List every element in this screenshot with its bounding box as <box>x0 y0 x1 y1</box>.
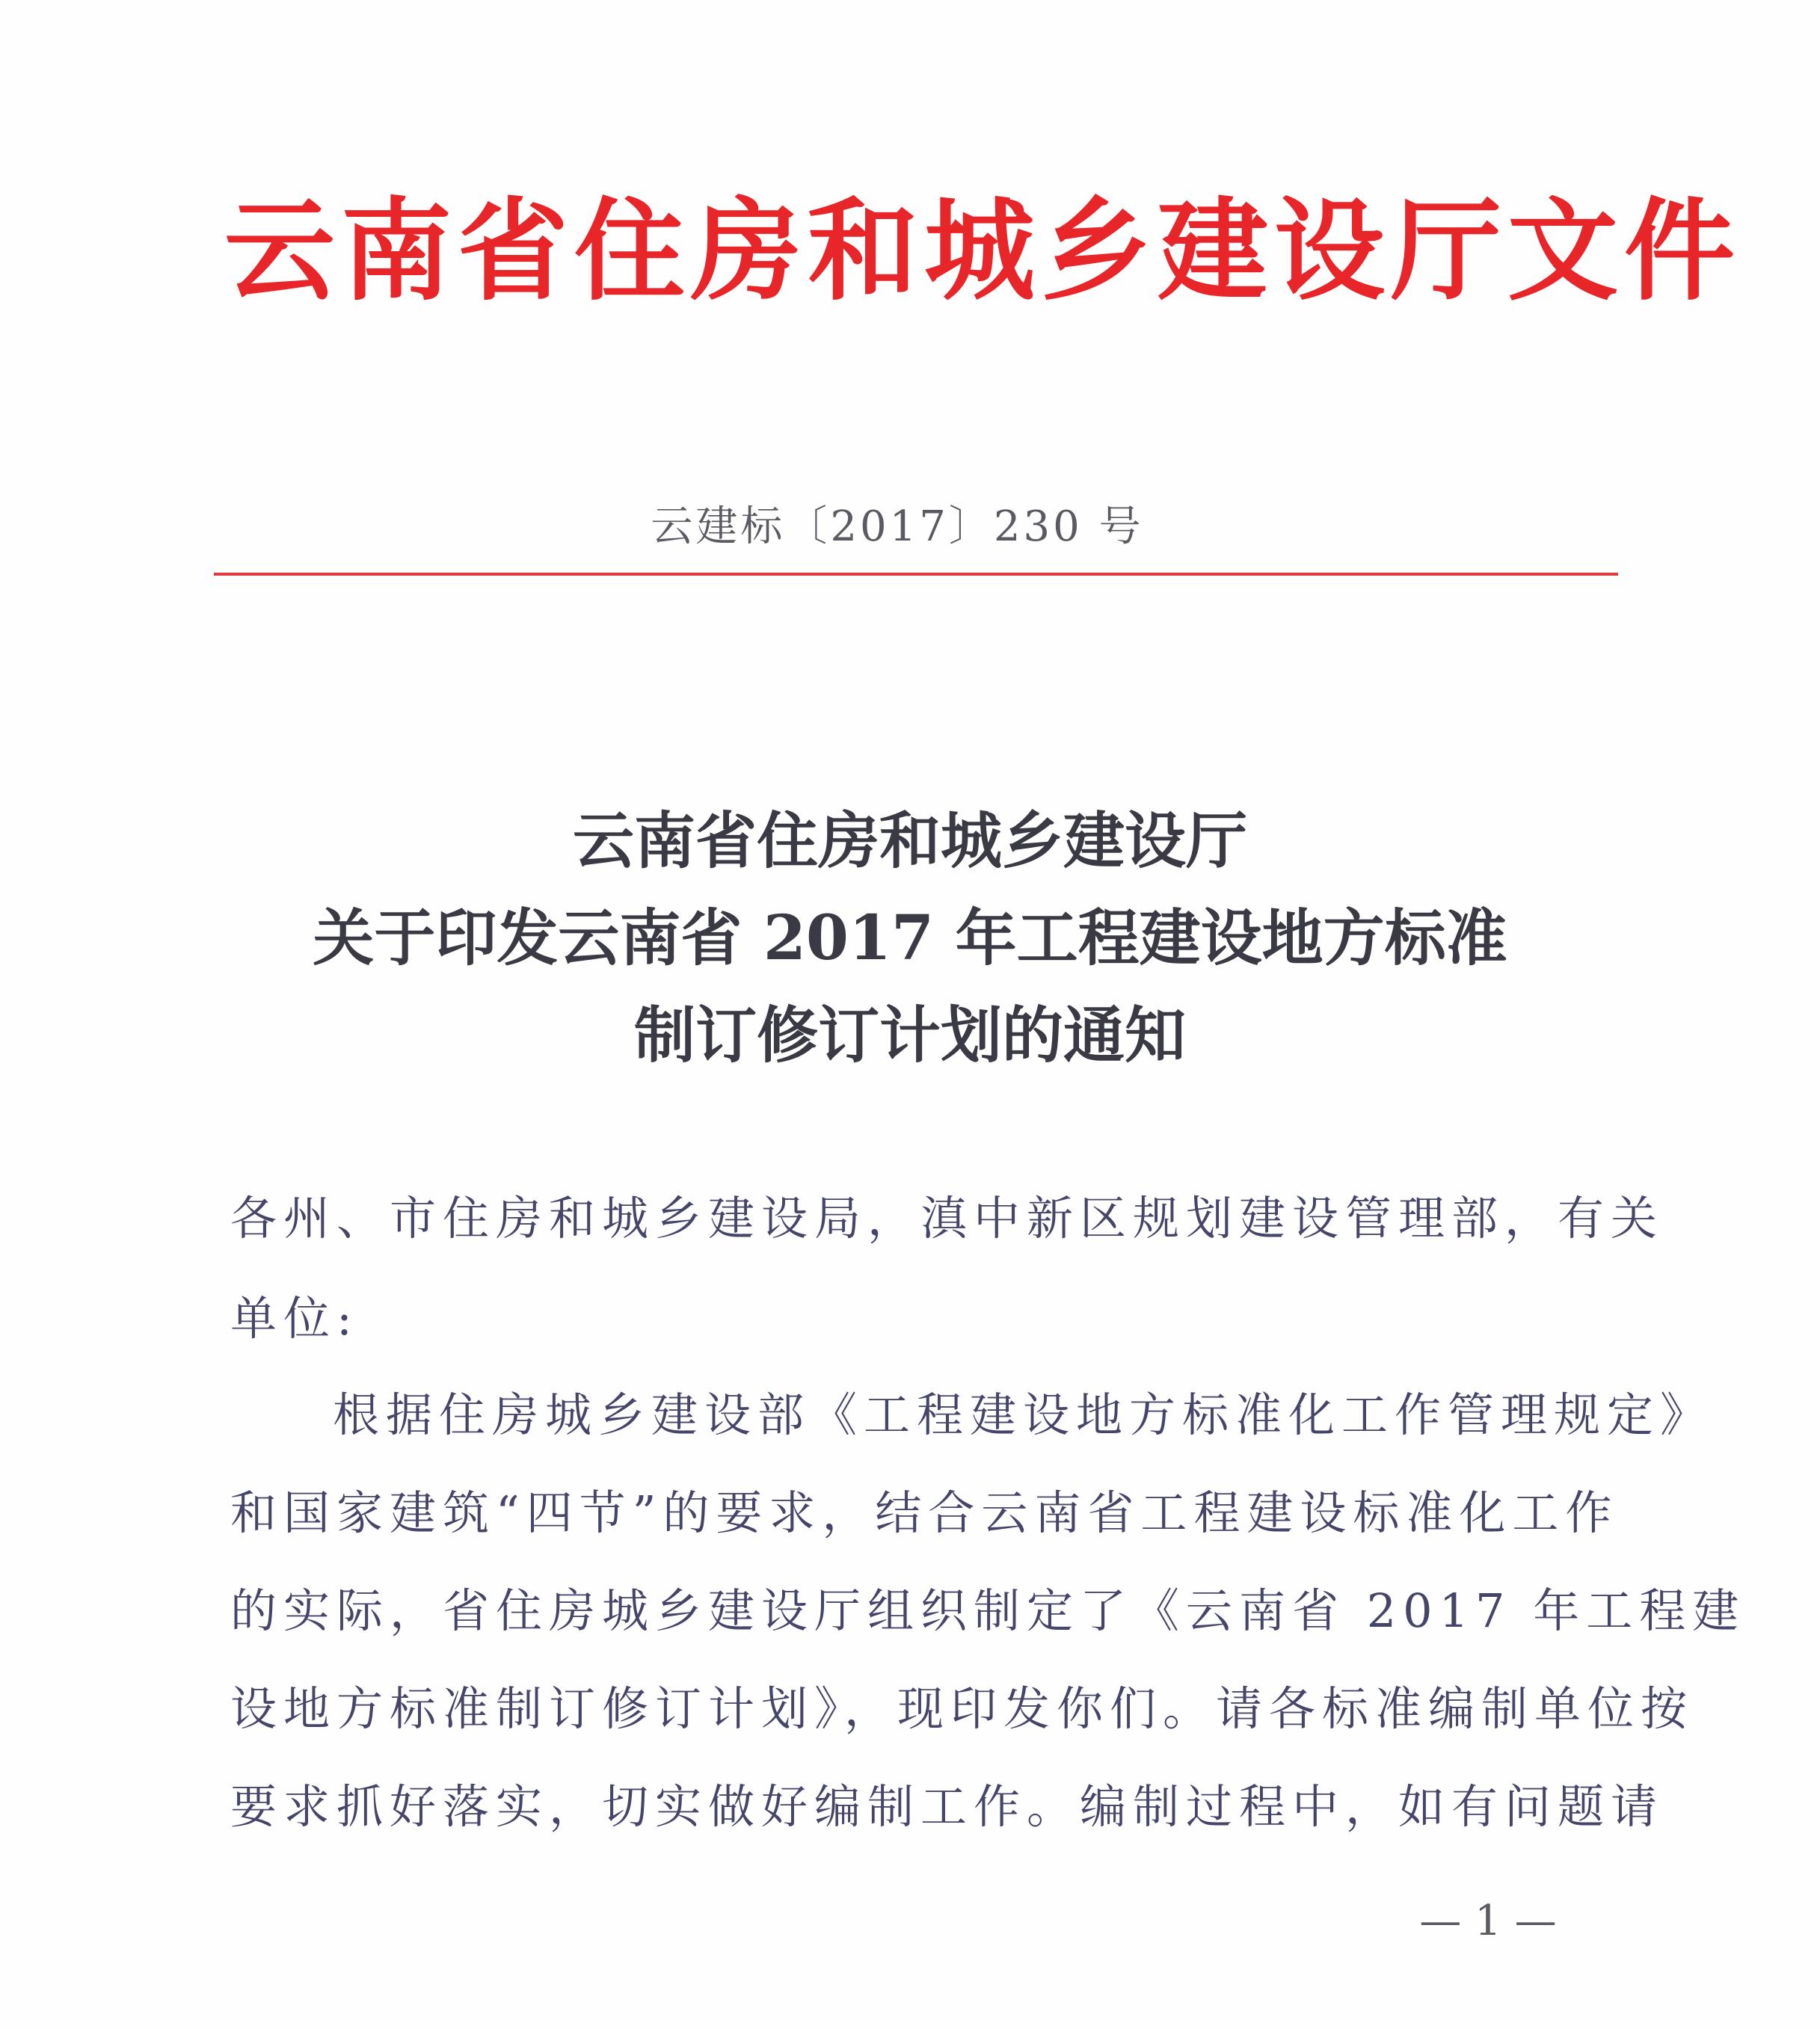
body-line-7: 要求抓好落实，切实做好编制工作。编制过程中，如有问题请 <box>230 1779 1664 1834</box>
page-number: — 1 — <box>1419 1897 1557 1945</box>
body-line-6: 设地方标准制订修订计划》，现印发你们。请各标准编制单位按 <box>230 1681 1694 1736</box>
body-line-3: 根据住房城乡建设部《工程建设地方标准化工作管理规定》 <box>333 1388 1714 1442</box>
document-title <box>187 792 1633 1084</box>
title-line-1: 云南省住房和城乡建设厅 <box>572 805 1247 877</box>
body-line-1: 各州、市住房和城乡建设局，滇中新区规划建设管理部，有关 <box>230 1191 1664 1246</box>
title-line-3: 制订修订计划的通知 <box>633 1000 1186 1071</box>
body-line-2: 单位: <box>230 1291 359 1346</box>
document-number: 云建标〔2017〕230 号 <box>651 502 1144 551</box>
issuer-banner: 云南省住房和城乡建设厅文件 <box>224 185 1741 315</box>
title-line-2: 关于印发云南省 2017 年工程建设地方标准 <box>313 902 1507 974</box>
red-separator-line <box>214 573 1618 576</box>
body-line-5: 的实际，省住房城乡建设厅组织制定了《云南省 2017 年工程建 <box>230 1583 1746 1638</box>
body-line-4: 和国家建筑“四节”的要求，结合云南省工程建设标准化工作 <box>230 1485 1619 1540</box>
